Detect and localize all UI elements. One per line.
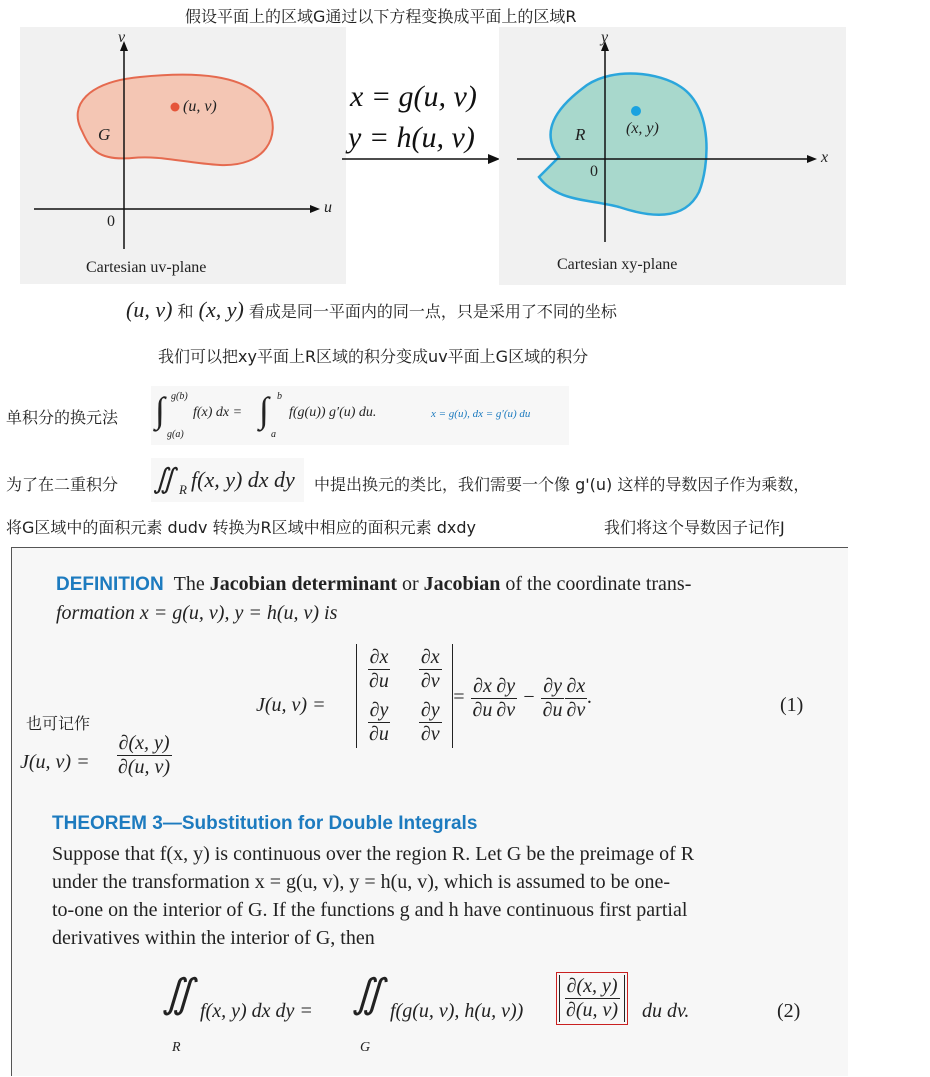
integral-sign-1: ∫: [155, 390, 165, 430]
integral-transfer-text: 我们可以把xy平面上R区域的积分变成uv平面上G区域的积分: [158, 347, 589, 366]
theorem-lhs: f(x, y) dx dy =: [200, 1000, 313, 1022]
math-uv: (u, v): [126, 297, 173, 322]
definition-panel: [11, 547, 848, 794]
region-g: [78, 75, 273, 165]
integral-sign-2: ∫: [259, 390, 269, 430]
jacobian-lhs: J(u, v) =: [256, 694, 326, 716]
lhs-region-label: R: [172, 1040, 181, 1055]
xy-caption: Cartesian xy-plane: [557, 256, 678, 273]
point-xy-label: (x, y): [626, 120, 659, 137]
equation-number-2: (2): [777, 1000, 801, 1022]
axis-v-label: v: [118, 29, 126, 46]
point-uv: [171, 103, 180, 112]
and-word: 和: [177, 302, 194, 321]
lower-limit-2: a: [271, 429, 276, 440]
single-integral-label: 单积分的换元法: [6, 408, 119, 427]
point-uv-label: (u, v): [183, 98, 217, 115]
jacobian-numerator: ∂(x, y): [566, 975, 618, 997]
region-g-label: G: [98, 125, 111, 144]
upper-limit-2: b: [277, 391, 282, 402]
point-xy: [631, 106, 641, 116]
theorem-title: THEOREM 3—Substitution for Double Integrals: [52, 813, 478, 834]
definition-text-b: or: [401, 573, 419, 595]
origin-label-xy: 0: [590, 163, 598, 180]
lower-limit-1: g(a): [167, 429, 184, 440]
uv-plane-figure: [20, 27, 346, 284]
theorem-line-4: derivatives within the interior of G, then: [52, 927, 375, 949]
same-point-line: [126, 297, 617, 323]
double-integral-sign: ∬: [153, 464, 176, 495]
analogy-line2b: 我们将这个导数因子记作J: [604, 518, 785, 537]
axis-y-label: y: [601, 29, 609, 46]
uv-caption: Cartesian uv-plane: [86, 259, 207, 276]
rhs-double-integral-sign: ∬: [352, 971, 384, 1016]
xy-plane-diagram: [499, 27, 846, 285]
definition-bold-jacobian-determinant: Jacobian determinant: [209, 573, 397, 595]
math-xy: (x, y): [198, 297, 244, 322]
analogy-line2: 将G区域中的面积元素 dudv 转换为R区域中相应的面积元素 dxdy: [6, 518, 476, 537]
definition-text-c: of the coordinate trans-: [505, 573, 692, 595]
integrand-1: f(x) dx =: [193, 405, 243, 420]
region-r-label: R: [575, 125, 586, 144]
alt-numerator: ∂(x, y): [118, 732, 170, 754]
jacobian-determinant: $\frac{\partial x}{\partial u}$ $\frac{\partial x}{\partial v}$ $\frac{\partial y}{\partial u}$ $\frac{\partial y}{\partial v}$: [356, 644, 453, 748]
theorem-rhs: f(g(u, v), h(u, v)): [390, 1000, 524, 1022]
alt-notation-fraction: [116, 732, 172, 779]
rhs-region-label: G: [360, 1040, 371, 1055]
analogy-prefix: 为了在二重积分: [6, 475, 119, 494]
upper-limit-1: g(b): [171, 391, 188, 402]
integrand-2: f(g(u)) g′(u) du.: [289, 405, 377, 420]
theorem-line-2: under the transformation x = g(u, v), y = h(u, v), which is assumed to be one-: [52, 871, 670, 893]
region-r: [539, 73, 707, 214]
theorem-line-3: to-one on the interior of G. If the functions g and h have continuous first partial: [52, 899, 688, 921]
definition-line2: formation x = g(u, v), y = h(u, v) is: [56, 602, 338, 624]
top-caption: 假设平面上的区域G通过以下方程变换成平面上的区域R: [185, 7, 577, 26]
axis-u-label: u: [324, 199, 332, 216]
jacobian-denominator: ∂(u, v): [566, 999, 619, 1021]
alt-notation-label: 也可记作: [26, 714, 91, 733]
same-point-text: 看成是同一平面内的同一点，只是采用了不同的坐标: [248, 302, 617, 321]
transform-eq-x: x = g(u, v): [350, 80, 477, 113]
jacobian-expansion: = $\frac{\partial x}{\partial u}$ $\frac{\partial y}{\partial v}$ − $\frac{\partial y}{\partial u}$ $\frac{\partial x}{\partial v}$ .: [452, 675, 593, 721]
xy-plane-figure: [499, 27, 846, 285]
alt-denominator: ∂(u, v): [118, 756, 171, 778]
definition-text-a: The: [173, 573, 205, 595]
alt-notation-lhs: J(u, v) =: [20, 751, 90, 773]
transform-eq-y: y = h(u, v): [348, 121, 475, 154]
highlighted-jacobian: [556, 972, 628, 1025]
axis-x-label: x: [821, 149, 829, 166]
single-integral-formula: [151, 386, 569, 445]
theorem-panel: [11, 794, 848, 1076]
theorem-tail: du dv.: [642, 1000, 690, 1022]
double-integral-box: [151, 458, 304, 502]
theorem-line-1: Suppose that f(x, y) is continuous over the region R. Let G be the preimage of R: [52, 843, 695, 865]
uv-plane-diagram: [20, 27, 346, 284]
substitution-note: x = g(u), dx = g′(u) du: [431, 408, 531, 420]
definition-title: DEFINITION: [56, 574, 164, 595]
equation-number-1: (1): [780, 694, 804, 716]
definition-bold-jacobian: Jacobian: [423, 573, 501, 595]
origin-label: 0: [107, 213, 115, 230]
lhs-double-integral-sign: ∬: [162, 971, 194, 1016]
double-integral-body: f(x, y) dx dy: [191, 467, 295, 492]
transform-arrow: [340, 152, 502, 166]
analogy-suffix: 中提出换元的类比，我们需要一个像 g'(u) 这样的导数因子作为乘数，: [314, 475, 810, 494]
double-integral-region: R: [179, 482, 187, 497]
definition-line1: [56, 570, 691, 599]
